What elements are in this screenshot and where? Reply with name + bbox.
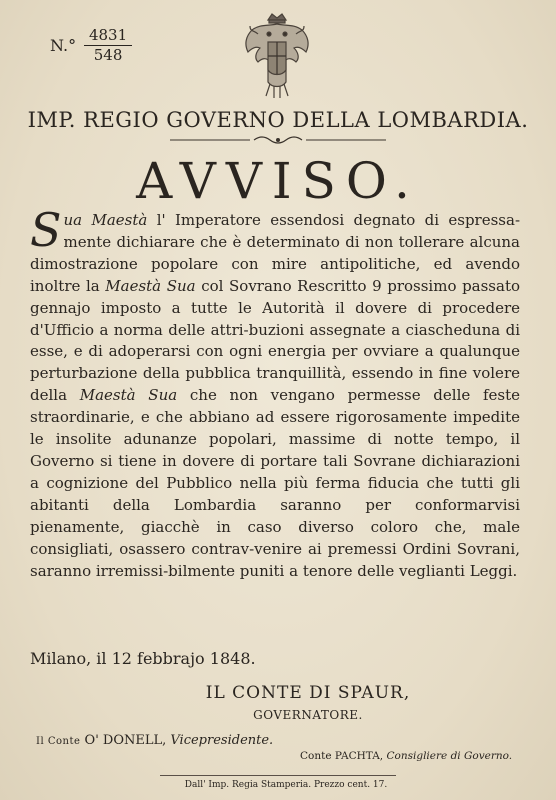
vice-prefix: Il Conte bbox=[36, 736, 81, 747]
printer-imprint: Dall' Imp. Regia Stamperia. Prezzo cent. 17. bbox=[184, 780, 388, 790]
governor-signature: IL CONTE DI SPAUR, bbox=[205, 683, 411, 703]
vice-president-signature bbox=[36, 733, 273, 748]
text-segment-2: col Sovrano Rescritto 9 prossimo passato gennajo imposto a tutte le Autorità il dovere di procedere d'Ufficio a norma delle attri-buzioni assegnate a ciascheduna di esse, e di adoperarsi con ogni energia per ovviare a qualunque perturbazione della pubblica tranquillità, essendo in fine volere della bbox=[30, 276, 521, 405]
printer-rule bbox=[160, 775, 396, 776]
vice-title: Vicepresidente. bbox=[170, 733, 274, 748]
number-bottom: 548 bbox=[93, 46, 123, 64]
text-segment-3: che non vengano permesse delle feste straordinarie, e che abbiano ad essere rigorosamente impedite le insolite adunanze popolari, massime di notte tempo, il Governo si tiene in dovere di portare tali Sovrane dichiarazioni a cognizione del Pubblico nella più ferma fiducia che tutti gli abitanti della Lombardia saranno per conformarvisi pienamente, giacchè in caso diverso coloro che, male consigliati, osassero contrav-venire ai premessi Ordini Sovrani, saranno irremissi-bilmente puniti a tenore delle veglianti Leggi. bbox=[30, 386, 520, 580]
text-italic-3: Maestà Sua bbox=[79, 386, 178, 405]
ornamental-rule-icon bbox=[170, 134, 386, 146]
proclamation-text bbox=[30, 203, 521, 582]
text-italic-2: Maestà Sua bbox=[105, 276, 196, 295]
imperial-eagle-crest-icon bbox=[238, 12, 316, 100]
date-line: Milano, il 12 febbrajo 1848. bbox=[30, 649, 256, 668]
counsellor-signature bbox=[300, 750, 512, 762]
number-label: N.° bbox=[50, 36, 77, 55]
notice-title: AVVISO. bbox=[136, 152, 420, 210]
number-top: 4831 bbox=[88, 26, 128, 44]
number-fraction bbox=[84, 26, 132, 65]
counsellor-title: Consigliere di Governo. bbox=[386, 750, 513, 762]
document-number bbox=[50, 26, 132, 65]
counsellor-name: PACHTA, bbox=[334, 750, 384, 762]
government-heading: IMP. REGIO GOVERNO DELLA LOMBARDIA. bbox=[27, 108, 529, 132]
text-segment-1: l' Imperatore essendosi degnato di espressa-mente dichiarare che è determinato di non tollerare alcuna dimostrazione popolare con mire antipolitiche, ed avendo inoltre la bbox=[30, 211, 521, 295]
text-italic-1: ua Maestà bbox=[63, 211, 148, 229]
vice-name: O' DONELL, bbox=[84, 733, 167, 748]
drop-cap: S bbox=[30, 203, 62, 257]
governor-title: GOVERNATORE. bbox=[253, 708, 363, 722]
counsellor-prefix: Conte bbox=[300, 750, 332, 762]
